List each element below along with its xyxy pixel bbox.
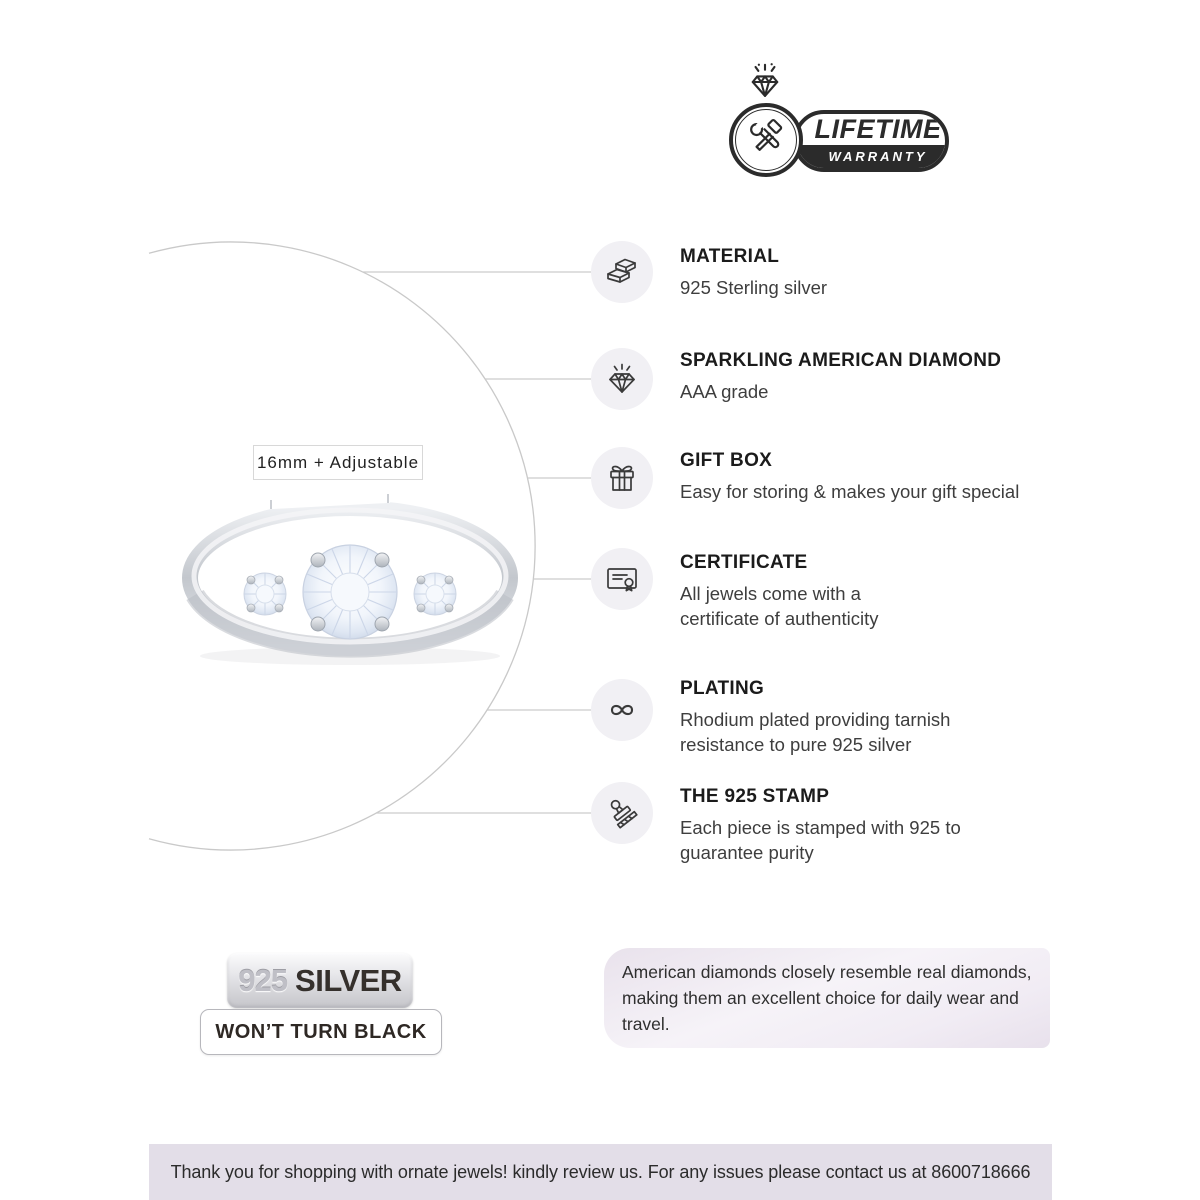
feature-gift [680, 450, 1019, 505]
feature-icon-diamond [591, 348, 653, 410]
feature-title: SPARKLING AMERICAN DIAMOND [680, 350, 1002, 371]
footer-text: Thank you for shopping with ornate jewels! kindly review us. For any issues please contact us at 8600718666 [170, 1161, 1031, 1182]
ring-size-label: 16mm + Adjustable [256, 452, 420, 472]
feature-icon-certificate [591, 548, 653, 610]
ring-image [170, 490, 530, 670]
feature-icon-plating [591, 679, 653, 741]
diamond-icon [604, 361, 640, 397]
silver-bars-icon [604, 254, 640, 290]
silver-925-number: 925 [238, 962, 288, 998]
certificate-icon [604, 561, 640, 597]
feature-material [680, 246, 827, 301]
feature-title: GIFT BOX [680, 450, 773, 471]
badge-top [797, 114, 945, 145]
silver-925-word: SILVER [295, 962, 402, 998]
feature-desc: All jewels come with a certificate of authenticity [680, 583, 879, 629]
feature-desc: Each piece is stamped with 925 to guarantee purity [680, 817, 961, 863]
infinity-icon [604, 692, 640, 728]
wont-turn-black-label: WON’T TURN BLACK [215, 1020, 427, 1043]
warranty-tools-circle [729, 103, 803, 177]
lifetime-warranty-badge [793, 110, 949, 172]
feature-desc: Rhodium plated providing tarnish resistance to pure 925 silver [680, 709, 951, 755]
feature-desc: 925 Sterling silver [680, 277, 828, 298]
badge-lifetime-label: LIFETIME [814, 114, 942, 144]
sparkling-diamond-icon [745, 62, 785, 107]
stamp-icon [604, 795, 640, 831]
feature-desc: AAA grade [680, 381, 769, 402]
wont-turn-black-badge [200, 1009, 442, 1055]
info-box-text: American diamonds closely resemble real diamonds, making them an excellent choice for daily wear and travel. [622, 962, 1032, 1034]
feature-certificate [680, 552, 895, 631]
feature-diamond [680, 350, 1001, 405]
footer-bar [149, 1144, 1052, 1200]
feature-icon-material [591, 241, 653, 303]
info-box [604, 948, 1050, 1048]
badge-bottom [797, 145, 945, 168]
feature-title: MATERIAL [680, 246, 780, 267]
silver-925-plaque [227, 953, 413, 1008]
feature-title: CERTIFICATE [680, 552, 808, 573]
feature-icon-gift [591, 447, 653, 509]
ring-size-label-box [253, 445, 423, 480]
feature-title: PLATING [680, 678, 765, 699]
feature-icon-stamp [591, 782, 653, 844]
badge-warranty-label: WARRANTY [828, 149, 928, 164]
feature-stamp [680, 786, 980, 865]
feature-title: THE 925 STAMP [680, 786, 830, 807]
feature-plating [680, 678, 968, 757]
gift-box-icon [604, 460, 640, 496]
wrench-hammer-icon [743, 117, 789, 163]
feature-desc: Easy for storing & makes your gift special [680, 481, 1020, 502]
